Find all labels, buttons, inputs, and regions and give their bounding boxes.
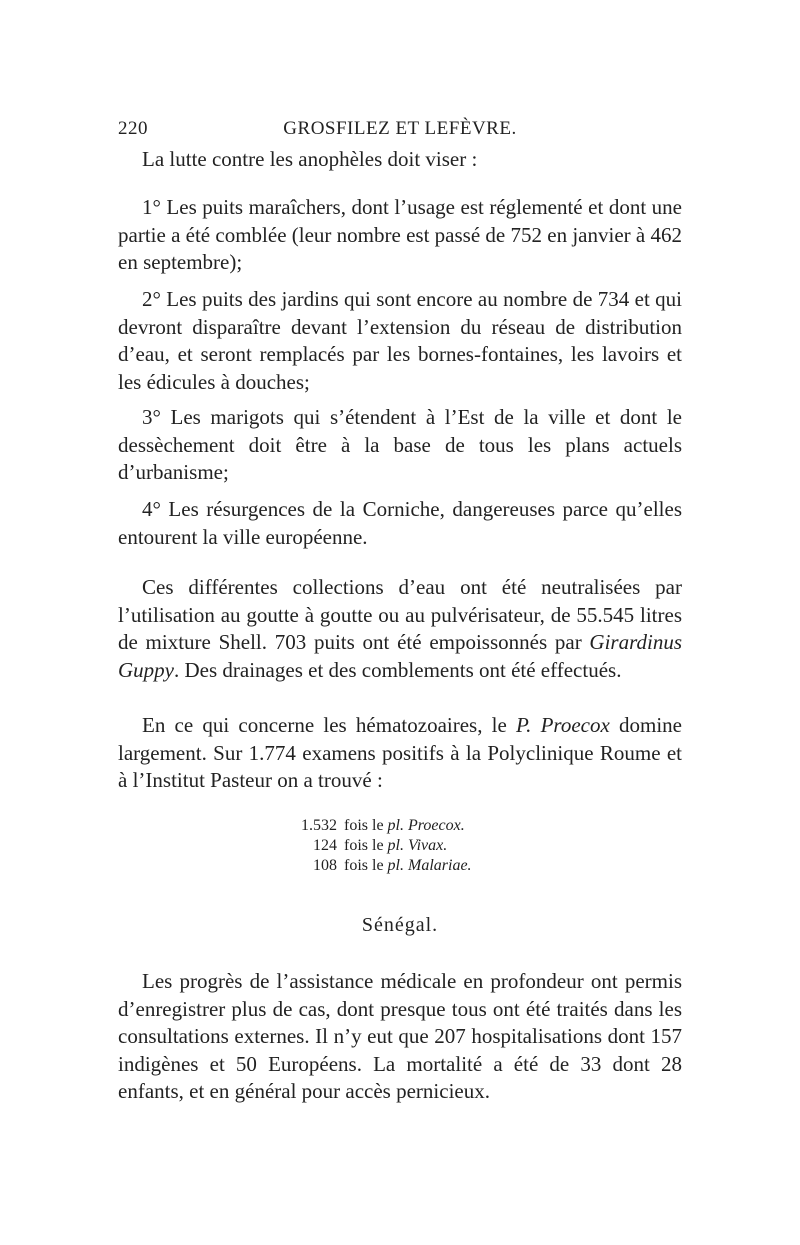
- running-title: GROSFILEZ ET LEFÈVRE.: [283, 118, 517, 139]
- intro-paragraph: La lutte contre les anophèles doit viser :: [142, 147, 478, 171]
- result-species: pl. Proecox.: [387, 817, 465, 834]
- treatment-text-a: Ces différentes collections d’eau ont été neutralisées par l’utilisation au goutte à goutte ou au pulvérisateur, de 55.545 litres de mixture Shell. 703 puits ont été empoissonnés par: [118, 575, 682, 654]
- treatment-text-b: . Des drainages et des comblements ont été effectués.: [174, 657, 622, 682]
- result-species: pl. Vivax.: [387, 837, 448, 854]
- treatment-paragraph: [118, 574, 682, 684]
- result-count: 124: [313, 837, 337, 854]
- results-list: [280, 816, 580, 876]
- item-2-paragraph: 2° Les puits des jardins qui sont encore au nombre de 734 et qui devront disparaître devant l’extension du réseau de distribution d’eau, et seront remplacés par les bornes-fontaines, les lavoirs et les édicules à douches;: [118, 287, 682, 394]
- result-species: pl. Malariae.: [387, 857, 472, 874]
- list-item: [280, 816, 580, 836]
- list-item: [280, 856, 580, 876]
- result-text: fois le: [344, 817, 384, 834]
- item-4-paragraph: 4° Les résurgences de la Corniche, dangereuses parce qu’elles entourent la ville européenne.: [118, 497, 682, 549]
- result-text: fois le: [344, 837, 384, 854]
- page-number: 220: [118, 118, 148, 139]
- section-title: Sénégal.: [361, 914, 439, 936]
- item-3-paragraph: 3° Les marigots qui s’étendent à l’Est de la ville et dont le dessèchement doit être à la base de tous les plans actuels d’urbanisme;: [118, 405, 682, 484]
- hemato-text-a: En ce qui concerne les hématozoaires, le: [142, 713, 517, 737]
- result-count: 108: [313, 857, 337, 874]
- senegal-paragraph: Les progrès de l’assistance médicale en profondeur ont permis d’enregistrer plus de cas, dont presque tous ont été traités dans les consultations externes. Il n’y eut que 207 hospitalisations dont 157 indigènes et 50 Européens. La mortalité a été de 33 dont 28 enfants, et en général pour accès pernicieux.: [118, 969, 682, 1103]
- result-text: fois le: [344, 857, 384, 874]
- result-count: 1.532: [301, 817, 337, 834]
- hematozoa-paragraph: [118, 712, 682, 795]
- item-1-paragraph: 1° Les puits maraîchers, dont l’usage est réglementé et dont une partie a été comblée (leur nombre est passé de 752 en janvier à 462 en septembre);: [118, 195, 682, 274]
- page-header: [118, 118, 682, 144]
- treatment-species: Girardinus Guppy: [118, 630, 682, 682]
- hemato-text-b: domine largement. Sur 1.774 examens positifs à la Polyclinique Roume et à l’Institut Pasteur on a trouvé :: [118, 713, 682, 792]
- list-item: [280, 836, 580, 856]
- hemato-species: P. Proecox: [516, 713, 610, 737]
